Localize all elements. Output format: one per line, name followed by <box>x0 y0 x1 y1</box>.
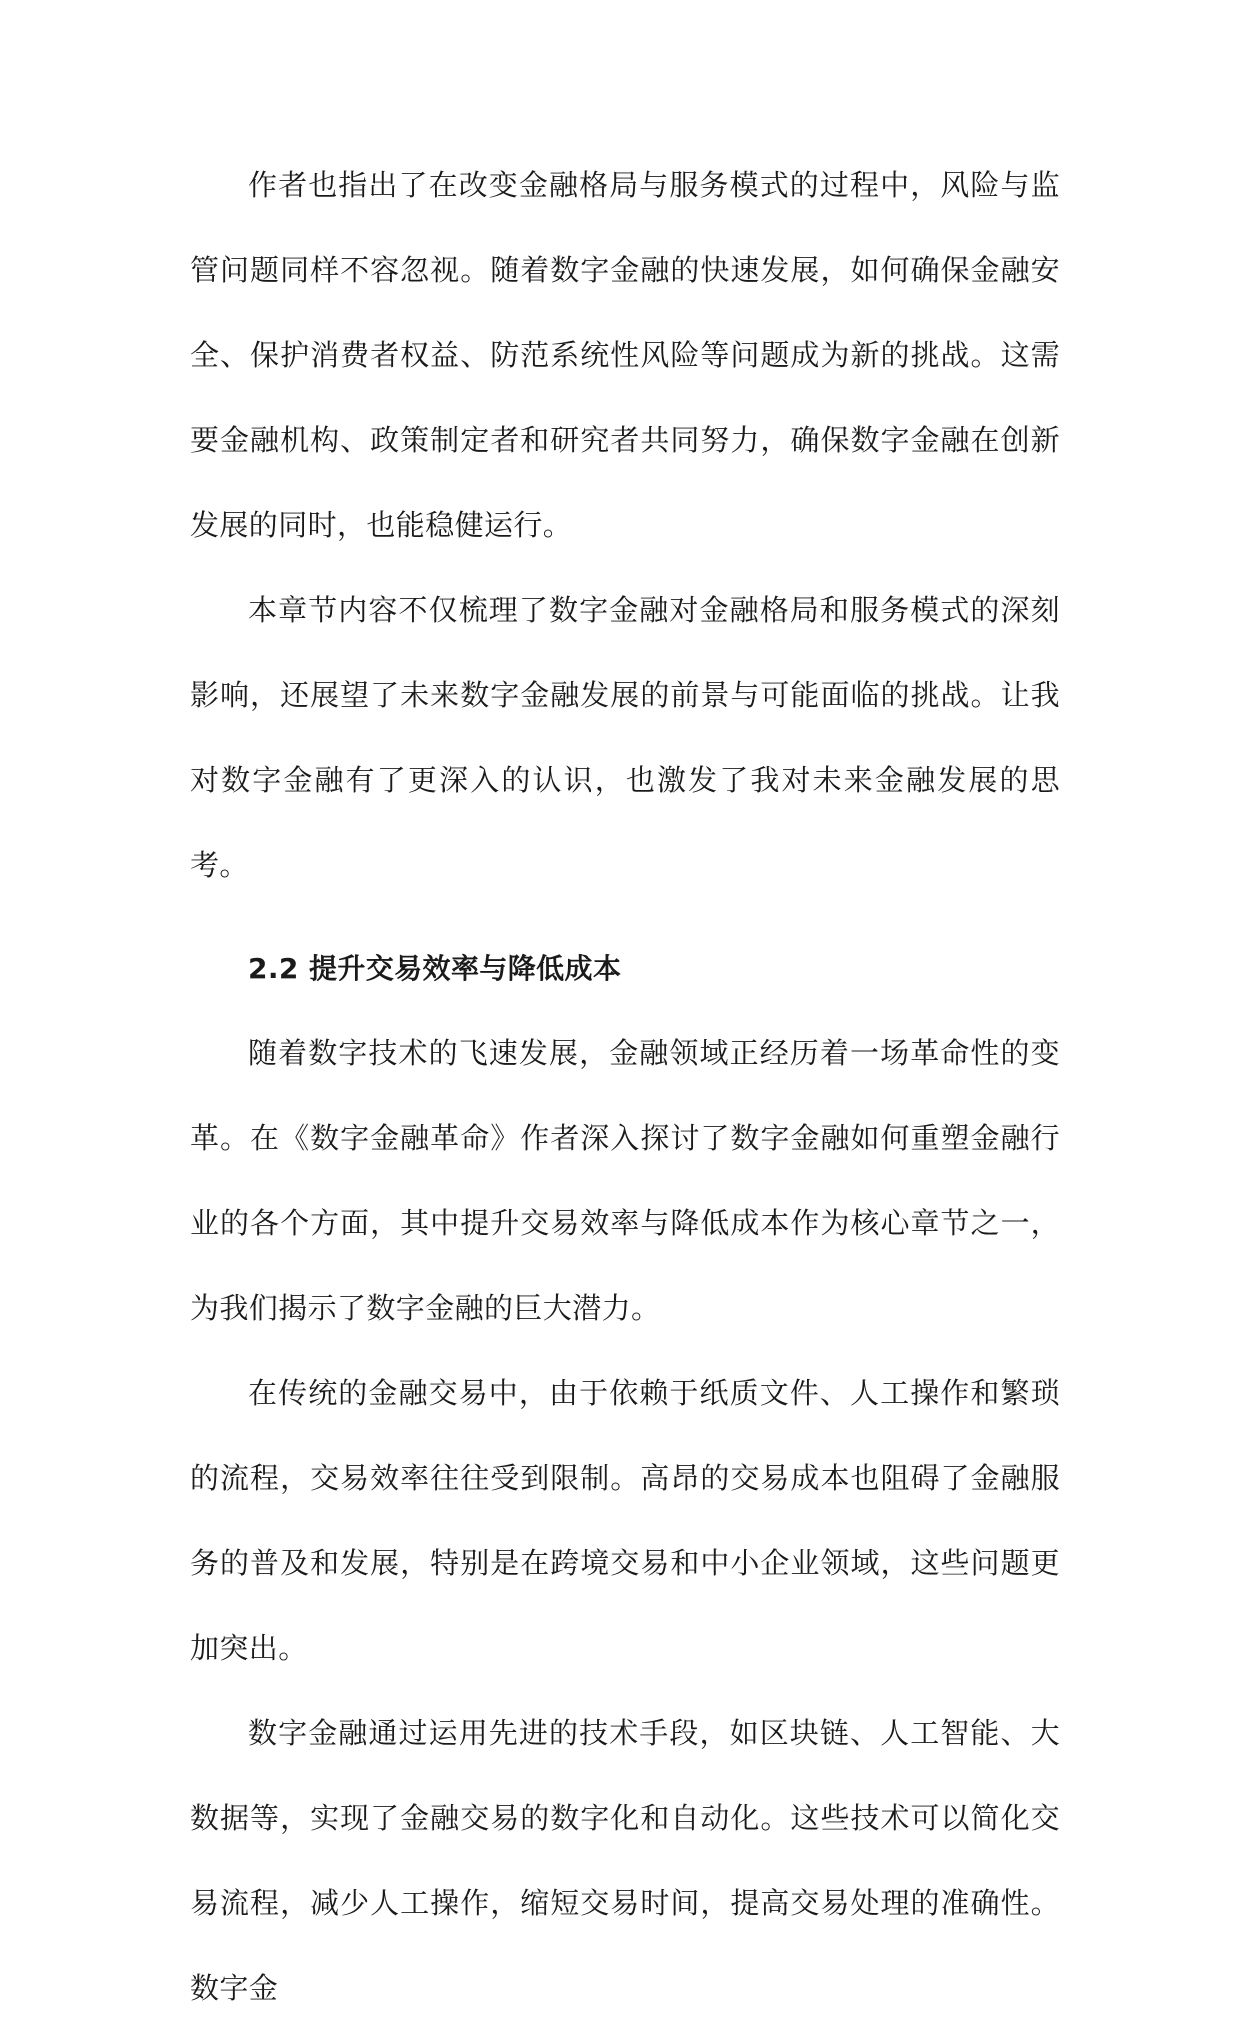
paragraph-digital-technology: 数字金融通过运用先进的技术手段，如区块链、人工智能、大数据等，实现了金融交易的数字化和自动化。这些技术可以简化交易流程，减少人工操作，缩短交易时间，提高交易处理的准确性。数字金 <box>190 1716 1060 2005</box>
section-heading: 2.2 提升交易效率与降低成本 <box>248 952 622 985</box>
paragraph-traditional-transactions: 在传统的金融交易中，由于依赖于纸质文件、人工操作和繁琐的流程，交易效率往往受到限制。高昂的交易成本也阻碍了金融服务的普及和发展，特别是在跨境交易和中小企业领域，这些问题更加突出。 <box>190 1376 1060 1665</box>
paragraph-chapter-summary: 本章节内容不仅梳理了数字金融对金融格局和服务模式的深刻影响，还展望了未来数字金融发展的前景与可能面临的挑战。让我对数字金融有了更深入的认识，也激发了我对未来金融发展的思考。 <box>190 593 1060 882</box>
paragraph-risk-regulation: 作者也指出了在改变金融格局与服务模式的过程中，风险与监管问题同样不容忽视。随着数字金融的快速发展，如何确保金融安全、保护消费者权益、防范系统性风险等问题成为新的挑战。这需要金融机构、政策制定者和研究者共同努力，确保数字金融在创新发展的同时，也能稳健运行。 <box>190 168 1060 542</box>
paragraph-digital-revolution: 随着数字技术的飞速发展，金融领域正经历着一场革命性的变革。在《数字金融革命》作者深入探讨了数字金融如何重塑金融行业的各个方面，其中提升交易效率与降低成本作为核心章节之一，为我们揭示了数字金融的巨大潜力。 <box>190 1036 1060 1325</box>
document-body <box>190 143 1060 2031</box>
